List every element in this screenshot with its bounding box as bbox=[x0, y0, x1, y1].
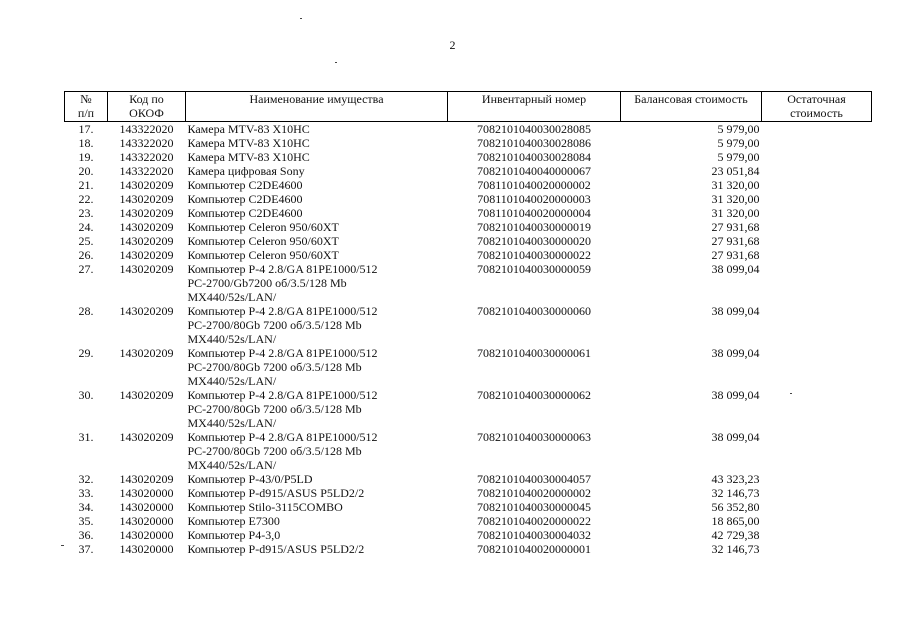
table-row bbox=[65, 262, 872, 304]
okof-code: 143020209 bbox=[119, 262, 174, 276]
residual-value bbox=[762, 528, 872, 542]
balance-value: 5 979,00 bbox=[717, 150, 760, 164]
table-header-row bbox=[65, 92, 872, 122]
balance-value: 42 729,38 bbox=[711, 528, 760, 542]
asset-name bbox=[186, 262, 448, 304]
scan-speck bbox=[335, 62, 337, 63]
asset-name-line: PC-2700/80Gb 7200 об/3.5/128 Mb bbox=[187, 444, 362, 458]
inventory-number: 7082101040030004057 bbox=[477, 472, 591, 486]
balance-value: 32 146,73 bbox=[711, 486, 760, 500]
inventory-number: 7082101040030000020 bbox=[477, 234, 591, 248]
balance-value: 31 320,00 bbox=[711, 178, 760, 192]
row-number: 29. bbox=[78, 346, 94, 360]
asset-name: Компьютер C2DE4600 bbox=[187, 192, 303, 206]
residual-value bbox=[762, 122, 872, 137]
okof-code: 143020209 bbox=[119, 430, 174, 444]
inventory-number: 7082101040020000001 bbox=[477, 542, 591, 556]
table-row bbox=[65, 206, 872, 220]
row-number: 22. bbox=[78, 192, 94, 206]
table-row bbox=[65, 178, 872, 192]
asset-name: Камера цифровая Sony bbox=[187, 164, 305, 178]
asset-name-line: MX440/52s/LAN/ bbox=[187, 332, 277, 346]
inventory-number: 7082101040030000060 bbox=[477, 304, 591, 318]
row-number: 35. bbox=[78, 514, 94, 528]
residual-value bbox=[762, 262, 872, 304]
asset-name bbox=[186, 346, 448, 388]
inventory-number: 7082101040030000061 bbox=[477, 346, 591, 360]
residual-value bbox=[762, 500, 872, 514]
residual-value bbox=[762, 220, 872, 234]
balance-value: 56 352,80 bbox=[711, 500, 760, 514]
balance-value: 38 099,04 bbox=[711, 262, 760, 276]
inventory-table bbox=[64, 91, 872, 556]
inventory-number: 7082101040030004032 bbox=[477, 528, 591, 542]
header-residual: Остаточная стоимость bbox=[762, 92, 872, 122]
inventory-number: 7082101040040000067 bbox=[477, 164, 591, 178]
okof-code: 143020209 bbox=[119, 178, 174, 192]
row-number: 34. bbox=[78, 500, 94, 514]
balance-value: 38 099,04 bbox=[711, 388, 760, 402]
asset-name: Компьютер P4-3,0 bbox=[187, 528, 281, 542]
residual-value bbox=[762, 542, 872, 556]
asset-name: Компьютер E7300 bbox=[187, 514, 280, 528]
balance-value: 38 099,04 bbox=[711, 346, 760, 360]
okof-code: 143020209 bbox=[119, 248, 174, 262]
table-row bbox=[65, 248, 872, 262]
balance-value: 31 320,00 bbox=[711, 206, 760, 220]
row-number: 30. bbox=[78, 388, 94, 402]
row-number: 32. bbox=[78, 472, 94, 486]
okof-code: 143020000 bbox=[119, 486, 174, 500]
balance-value: 27 931,68 bbox=[711, 220, 760, 234]
row-number: 33. bbox=[78, 486, 94, 500]
inventory-number: 7082101040030000045 bbox=[477, 500, 591, 514]
okof-code: 143020209 bbox=[119, 220, 174, 234]
table-row bbox=[65, 500, 872, 514]
inventory-number: 7082101040030000019 bbox=[477, 220, 591, 234]
table-row bbox=[65, 150, 872, 164]
residual-value bbox=[762, 234, 872, 248]
table-row bbox=[65, 542, 872, 556]
table-row bbox=[65, 136, 872, 150]
table-row bbox=[65, 164, 872, 178]
asset-name-line: PC-2700/80Gb 7200 об/3.5/128 Mb bbox=[187, 402, 362, 416]
inventory-number: 7082101040030000022 bbox=[477, 248, 591, 262]
residual-value bbox=[762, 346, 872, 388]
okof-code: 143322020 bbox=[119, 136, 174, 150]
asset-name bbox=[186, 304, 448, 346]
table-row bbox=[65, 122, 872, 137]
residual-value bbox=[762, 304, 872, 346]
row-number: 21. bbox=[78, 178, 94, 192]
okof-code: 143020000 bbox=[119, 500, 174, 514]
row-number: 36. bbox=[78, 528, 94, 542]
residual-value bbox=[762, 472, 872, 486]
asset-name-line: MX440/52s/LAN/ bbox=[187, 290, 277, 304]
okof-code: 143020209 bbox=[119, 472, 174, 486]
asset-name-line: MX440/52s/LAN/ bbox=[187, 374, 277, 388]
header-okof: Код по ОКОФ bbox=[108, 92, 186, 122]
residual-value bbox=[762, 164, 872, 178]
residual-value bbox=[762, 514, 872, 528]
inventory-number: 7082101040030000062 bbox=[477, 388, 591, 402]
header-name: Наименование имущества bbox=[186, 92, 448, 122]
row-number: 18. bbox=[78, 136, 94, 150]
okof-code: 143020209 bbox=[119, 192, 174, 206]
inventory-number: 7082101040020000022 bbox=[477, 514, 591, 528]
residual-value bbox=[762, 206, 872, 220]
asset-name: Компьютер Celeron 950/60XT bbox=[187, 234, 339, 248]
table-row bbox=[65, 430, 872, 472]
okof-code: 143322020 bbox=[119, 122, 174, 136]
asset-name: Компьютер Celeron 950/60XT bbox=[187, 248, 339, 262]
asset-name-line: MX440/52s/LAN/ bbox=[187, 416, 277, 430]
residual-value bbox=[762, 178, 872, 192]
residual-value bbox=[762, 486, 872, 500]
residual-value bbox=[762, 136, 872, 150]
okof-code: 143322020 bbox=[119, 150, 174, 164]
residual-value bbox=[762, 192, 872, 206]
asset-name-line: Компьютер P-4 2.8/GA 81PE1000/512 bbox=[187, 388, 378, 402]
asset-name-line: Компьютер P-4 2.8/GA 81PE1000/512 bbox=[187, 430, 378, 444]
asset-name bbox=[186, 388, 448, 430]
asset-name: Компьютер P-d915/ASUS P5LD2/2 bbox=[187, 486, 365, 500]
asset-name-line: PC-2700/80Gb 7200 об/3.5/128 Mb bbox=[187, 360, 362, 374]
row-number: 26. bbox=[78, 248, 94, 262]
row-number: 28. bbox=[78, 304, 94, 318]
asset-name: Компьютер P-d915/ASUS P5LD2/2 bbox=[187, 542, 365, 556]
inventory-number: 7082101040030028086 bbox=[477, 136, 591, 150]
okof-code: 143322020 bbox=[119, 164, 174, 178]
asset-name: Компьютер P-43/0/P5LD bbox=[187, 472, 313, 486]
asset-name-line: PC-2700/80Gb 7200 об/3.5/128 Mb bbox=[187, 318, 362, 332]
asset-name: Компьютер C2DE4600 bbox=[187, 178, 303, 192]
balance-value: 5 979,00 bbox=[717, 122, 760, 136]
inventory-number: 7082101040020000002 bbox=[477, 486, 591, 500]
balance-value: 32 146,73 bbox=[711, 542, 760, 556]
scan-speck bbox=[300, 18, 302, 19]
okof-code: 143020209 bbox=[119, 346, 174, 360]
balance-value: 43 323,23 bbox=[711, 472, 760, 486]
okof-code: 143020000 bbox=[119, 542, 174, 556]
table-row bbox=[65, 514, 872, 528]
table-row bbox=[65, 528, 872, 542]
asset-name: Камера MTV-83 X10HC bbox=[187, 122, 310, 136]
table-row bbox=[65, 220, 872, 234]
balance-value: 38 099,04 bbox=[711, 430, 760, 444]
page-number: 2 bbox=[449, 38, 456, 52]
asset-name bbox=[186, 430, 448, 472]
table-row bbox=[65, 304, 872, 346]
okof-code: 143020000 bbox=[119, 514, 174, 528]
asset-name: Камера MTV-83 X10HC bbox=[187, 150, 310, 164]
residual-value bbox=[762, 150, 872, 164]
okof-code: 143020209 bbox=[119, 206, 174, 220]
asset-name: Компьютер Celeron 950/60XT bbox=[187, 220, 339, 234]
row-number: 31. bbox=[78, 430, 94, 444]
balance-value: 18 865,00 bbox=[711, 514, 760, 528]
row-number: 23. bbox=[78, 206, 94, 220]
inventory-number: 7081101040020000004 bbox=[477, 206, 591, 220]
inventory-number: 7082101040030028085 bbox=[477, 122, 591, 136]
balance-value: 31 320,00 bbox=[711, 192, 760, 206]
table-row bbox=[65, 472, 872, 486]
table-row bbox=[65, 192, 872, 206]
table-row bbox=[65, 388, 872, 430]
table-row bbox=[65, 486, 872, 500]
header-balance: Балансовая стоимость bbox=[621, 92, 762, 122]
asset-name: Компьютер Stilo-3115COMBO bbox=[187, 500, 343, 514]
inventory-number: 7081101040020000003 bbox=[477, 192, 591, 206]
okof-code: 143020209 bbox=[119, 388, 174, 402]
okof-code: 143020000 bbox=[119, 528, 174, 542]
okof-code: 143020209 bbox=[119, 234, 174, 248]
okof-code: 143020209 bbox=[119, 304, 174, 318]
residual-value bbox=[762, 430, 872, 472]
balance-value: 27 931,68 bbox=[711, 248, 760, 262]
inventory-number: 7082101040030028084 bbox=[477, 150, 591, 164]
asset-name: Компьютер C2DE4600 bbox=[187, 206, 303, 220]
row-number: 20. bbox=[78, 164, 94, 178]
asset-name-line: Компьютер P-4 2.8/GA 81PE1000/512 bbox=[187, 262, 378, 276]
row-number: 37. bbox=[78, 542, 94, 556]
row-number: 24. bbox=[78, 220, 94, 234]
residual-value bbox=[762, 388, 872, 430]
row-number: 17. bbox=[78, 122, 94, 136]
asset-name-line: MX440/52s/LAN/ bbox=[187, 458, 277, 472]
row-number: 19. bbox=[78, 150, 94, 164]
asset-name-line: Компьютер P-4 2.8/GA 81PE1000/512 bbox=[187, 346, 378, 360]
inventory-number: 7082101040030000063 bbox=[477, 430, 591, 444]
row-number: 25. bbox=[78, 234, 94, 248]
header-inventory: Инвентарный номер bbox=[448, 92, 621, 122]
inventory-number: 7082101040030000059 bbox=[477, 262, 591, 276]
table-row bbox=[65, 234, 872, 248]
balance-value: 38 099,04 bbox=[711, 304, 760, 318]
row-number: 27. bbox=[78, 262, 94, 276]
balance-value: 5 979,00 bbox=[717, 136, 760, 150]
table-row bbox=[65, 346, 872, 388]
balance-value: 23 051,84 bbox=[711, 164, 760, 178]
asset-name-line: Компьютер P-4 2.8/GA 81PE1000/512 bbox=[187, 304, 378, 318]
header-num: № п/п bbox=[65, 92, 108, 122]
asset-name-line: PC-2700/Gb7200 об/3.5/128 Mb bbox=[187, 276, 347, 290]
inventory-number: 7081101040020000002 bbox=[477, 178, 591, 192]
residual-value bbox=[762, 248, 872, 262]
balance-value: 27 931,68 bbox=[711, 234, 760, 248]
asset-name: Камера MTV-83 X10HC bbox=[187, 136, 310, 150]
table-body bbox=[65, 122, 872, 557]
